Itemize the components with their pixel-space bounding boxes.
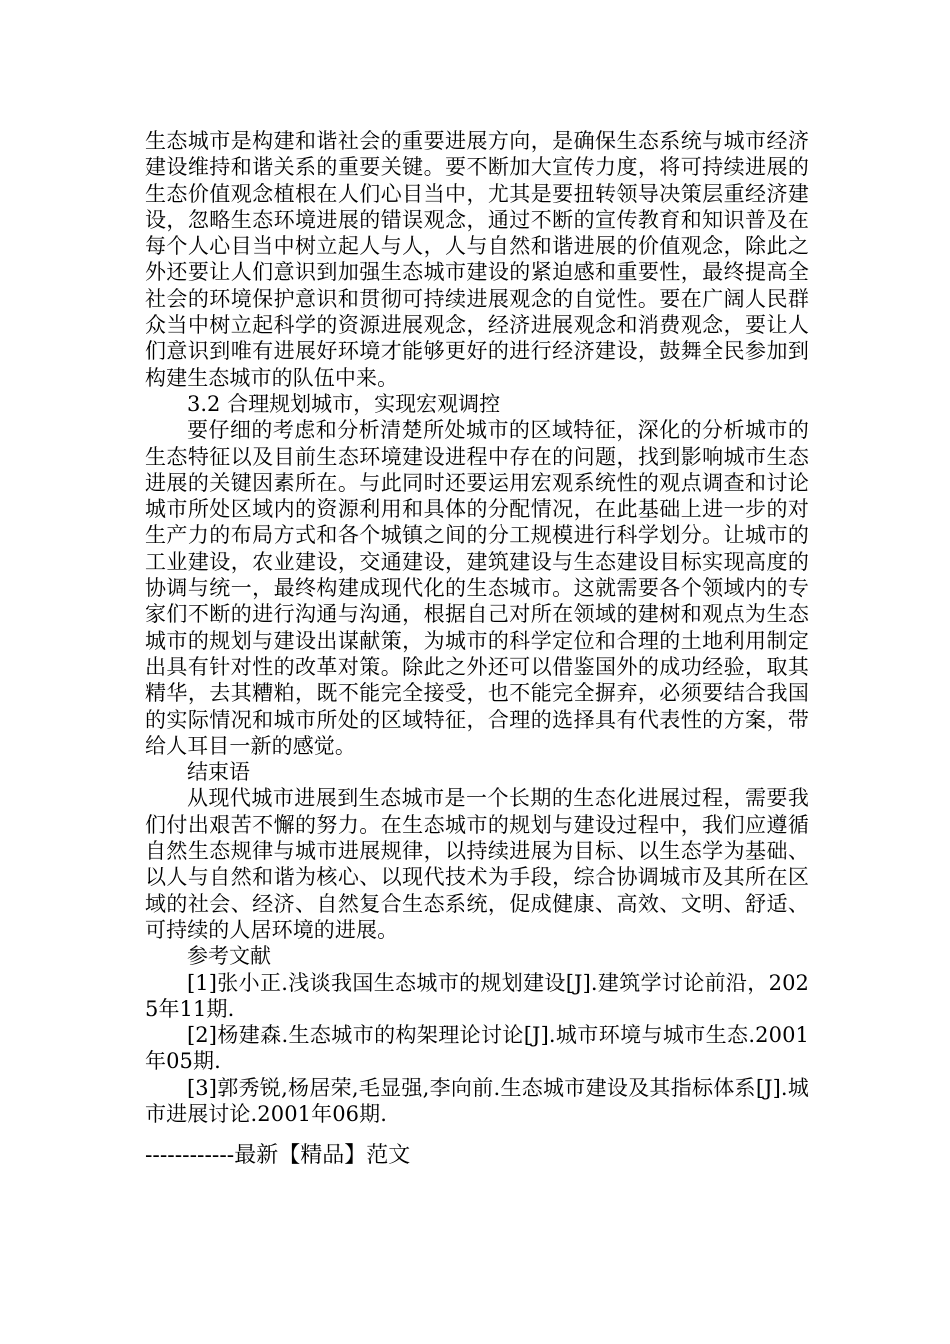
reference-item: [3]郭秀锐,杨居荣,毛显强,李向前.生态城市建设及其指标体系[J].城市进展讨论.2001年06期. <box>145 1075 809 1126</box>
conclusion-heading: 结束语 <box>187 760 250 785</box>
footer-text: ------------最新【精品】范文 <box>145 1143 411 1168</box>
references-list <box>145 970 809 1128</box>
section-heading: 3.2 合理规划城市，实现宏观调控 <box>187 391 501 416</box>
conclusion-paragraph: 从现代城市进展到生态城市是一个长期的生态化进展过程，需要我们付出艰苦不懈的努力。在生态城市的规划与建设过程中，我们应遵循自然生态规律与城市进展规律，以持续进展为目标、以生态学为基础、以人与自然和谐为核心、以现代技术为手段，综合协调城市及其所在区域的社会、经济、自然复合生态系统，促成健康、高效、文明、舒适、可持续的人居环境的进展。 <box>145 786 809 942</box>
document-body <box>145 128 809 1127</box>
references-heading: 参考文献 <box>187 944 271 969</box>
intro-paragraph: 生态城市是构建和谐社会的重要进展方向，是确保生态系统与城市经济建设维持和谐关系的重要关键。要不断加大宣传力度，将可持续进展的生态价值观念植根在人们心目当中，尤其是要扭转领导决策层重经济建设，忽略生态环境进展的错误观念，通过不断的宣传教育和知识普及在每个人心目当中树立起人与人，人与自然和谐进展的价值观念，除此之外还要让人们意识到加强生态城市建设的紧迫感和重要性，最终提高全社会的环境保护意识和贯彻可持续进展观念的自觉性。要在广阔人民群众当中树立起科学的资源进展观念，经济进展观念和消费观念，要让人们意识到唯有进展好环境才能够更好的进行经济建设，鼓舞全民参加到构建生态城市的队伍中来。 <box>145 129 809 390</box>
reference-item: [2]杨建森.生态城市的构架理论讨论[J].城市环境与城市生态.2001年05期. <box>145 1023 809 1074</box>
section-paragraph: 要仔细的考虑和分析清楚所处城市的区域特征，深化的分析城市的生态特征以及目前生态环境建设进程中存在的问题，找到影响城市生态进展的关键因素所在。与此同时还要运用宏观系统性的观点调查和讨论城市所处区域内的资源利用和具体的分配情况，在此基础上进一步的对生产力的布局方式和各个城镇之间的分工规模进行科学划分。让城市的工业建设，农业建设，交通建设，建筑建设与生态建设目标实现高度的协调与统一，最终构建成现代化的生态城市。这就需要各个领域内的专家们不断的进行沟通与沟通，根据自己对所在领域的建树和观点为生态城市的规划与建设出谋献策，为城市的科学定位和合理的土地利用制定出具有针对性的改革对策。除此之外还可以借鉴国外的成功经验，取其精华，去其糟粕，既不能完全接受，也不能完全摒弃，必须要结合我国的实际情况和城市所处的区域特征，合理的选择具有代表性的方案，带给人耳目一新的感觉。 <box>145 418 809 758</box>
reference-item: [1]张小正.浅谈我国生态城市的规划建设[J].建筑学讨论前沿，2025年11期. <box>145 970 809 1021</box>
